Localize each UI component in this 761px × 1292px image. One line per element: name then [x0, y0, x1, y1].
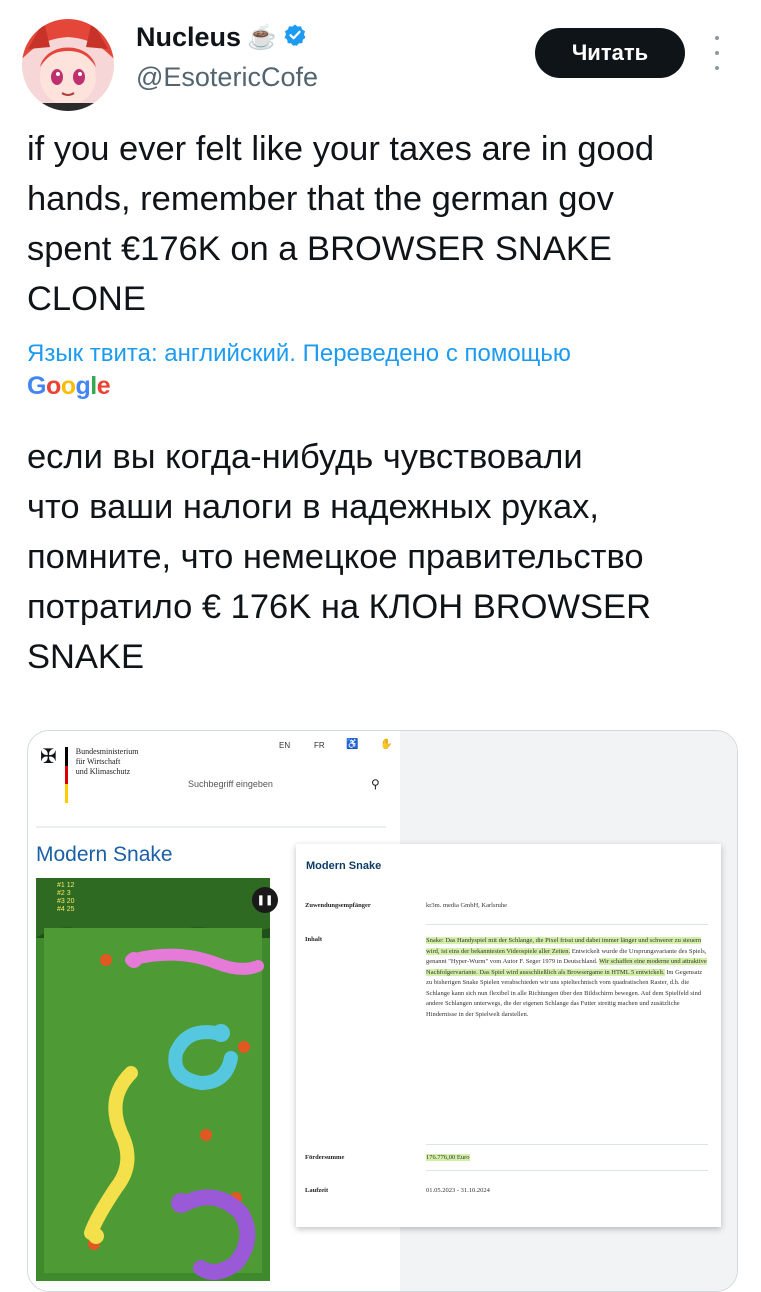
lang-en-link: EN [279, 741, 291, 750]
score-row: #4 25 [57, 906, 75, 913]
score-row: #2 3 [57, 890, 71, 897]
page-title: Modern Snake [36, 843, 173, 866]
document-title: Modern Snake [306, 860, 382, 872]
recipient-value: kr3m. media GmbH, Karlsruhe [426, 902, 508, 909]
german-flag-bar [65, 747, 68, 803]
content-highlight: Snake: Das Handyspiel mit der Schlange, die Pixel frisst und dabei immer länger und schwerer zu steuern wird, ist eins der bekanntesten Videospiele aller Zeiten. [426, 937, 702, 955]
divider [426, 924, 708, 925]
divider [426, 1170, 708, 1171]
author-name-row [136, 22, 307, 53]
tweet-text: if you ever felt like your taxes are in good hands, remember that the german gov spent €176K on a BROWSER SNAKE CLONE [27, 130, 655, 318]
score-row: #3 20 [57, 898, 75, 905]
ministry-logo [40, 747, 186, 803]
score-row: #1 12 [57, 882, 75, 889]
period-label: Laufzeit [305, 1187, 329, 1194]
funding-document [296, 844, 721, 1227]
divider [36, 826, 386, 828]
avatar[interactable] [22, 19, 114, 111]
ministry-name: Bundesministerium für Wirtschaft und Klimaschutz [75, 747, 139, 776]
period-value: 01.05.2023 - 31.10.2024 [426, 1187, 490, 1194]
coffee-icon: ☕ [247, 23, 277, 51]
amount-label: Fördersumme [305, 1154, 345, 1161]
follow-button[interactable]: Читать [535, 28, 685, 78]
media-image[interactable] [27, 730, 738, 1292]
content-label: Inhalt [305, 936, 322, 943]
lang-fr-link: FR [314, 741, 325, 750]
content-text: Entwickelt wurde die Ursprungsvariante des Spiels, genannt "Hyper-Wurm" vom Autor F. Seger 1979 in Deutschland. [426, 947, 707, 965]
content-text: Im Gegensatz zu bisherigen Snake Spielen verabschieden wir uns spieltechnisch vom quadratischen Raster, d.h. die Schlange kann sich nun flexibel in alle Richtungen über den Bildschirm bewegen. Auf dem Spielfeld sind andere Schlangen unterwegs, die der eigenen Schlange das Futter streitig machen und zusätzliche Hindernisse in der Spielwelt darstellen. [426, 968, 703, 1018]
sign-language-icon: ✋ [380, 739, 393, 750]
search-icon: ⚲ [371, 777, 380, 791]
verified-badge-icon [283, 23, 307, 52]
author-name[interactable]: Nucleus [136, 22, 242, 52]
eagle-icon: ✠ [40, 746, 57, 768]
google-logo: Google [27, 372, 111, 400]
author-handle[interactable]: @EsotericCofe [136, 62, 318, 92]
amount-value: 176.776,00 Euro [426, 1154, 470, 1161]
divider [426, 1144, 708, 1145]
score-list [57, 882, 75, 914]
site-search-placeholder: Suchbegriff eingeben [188, 779, 273, 789]
game-screenshot [36, 878, 270, 1281]
content-highlight: Wir schaffen eine moderne und attraktive Nachfolgervariante. Das Spiel wird ausschließlich als Browsergame in HTML 5 entwickelt. [426, 958, 707, 976]
content-value [426, 936, 708, 1020]
accessibility-icon: ♿ [346, 739, 359, 750]
more-options-icon[interactable] [712, 36, 722, 70]
translation-note[interactable]: Язык твита: английский. Переведено с помощью [27, 340, 571, 367]
pause-icon: ❚❚ [252, 887, 278, 913]
recipient-label: Zuwendungsempfänger [305, 902, 371, 909]
translated-text: если вы когда-нибудь чувствовали что ваши налоги в надежных руках, помните, что немецкое правительство потратило € 176K на КЛОН BROWSER SNAKE [27, 438, 651, 676]
